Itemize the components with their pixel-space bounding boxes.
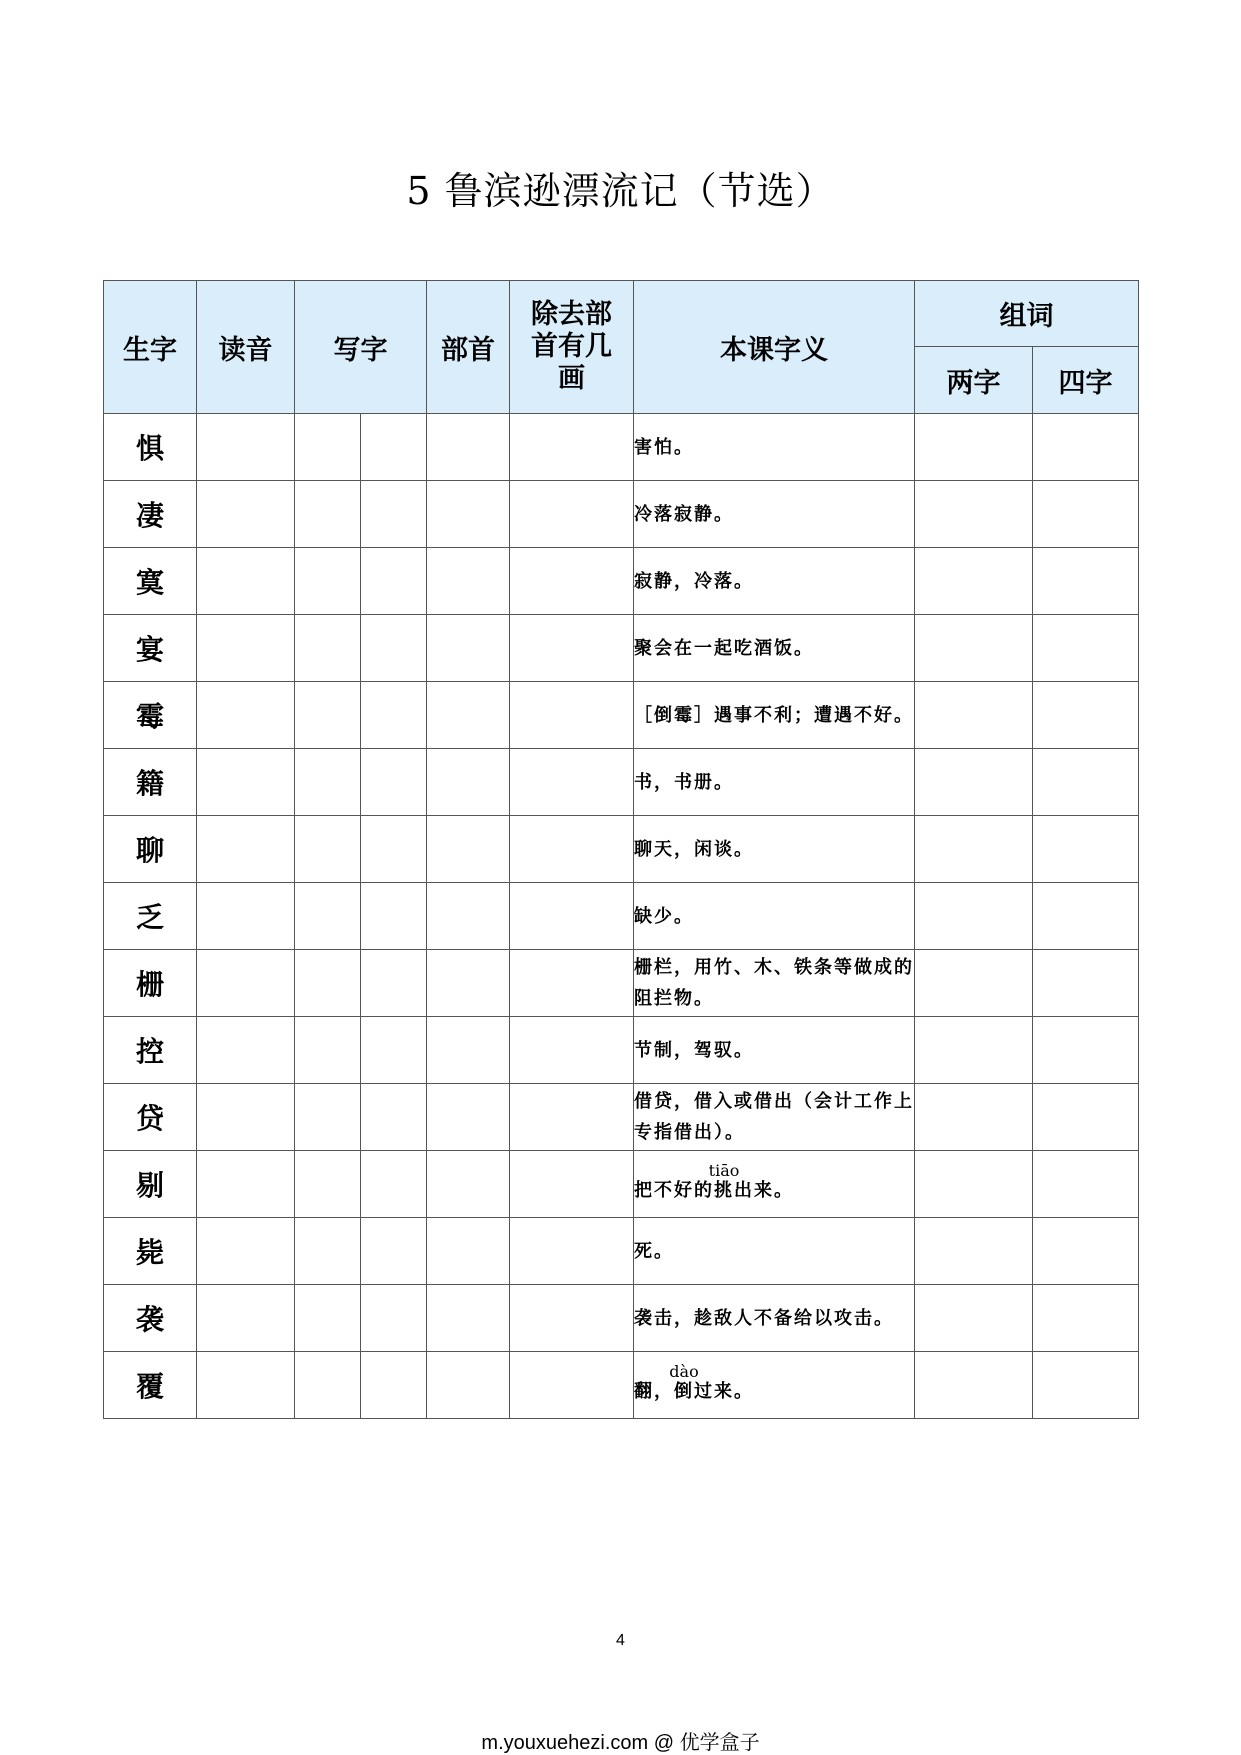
char-cell: 凄 xyxy=(104,481,197,548)
two-char-word-cell[interactable] xyxy=(915,1352,1033,1419)
table-row xyxy=(104,615,1139,682)
char-cell: 籍 xyxy=(104,749,197,816)
two-char-word-cell[interactable] xyxy=(915,883,1033,950)
writing-cell-1[interactable] xyxy=(295,548,361,615)
four-char-word-cell[interactable] xyxy=(1033,816,1139,883)
strokes-cell[interactable] xyxy=(510,481,634,548)
pinyin-text: tiāo xyxy=(708,1160,740,1180)
writing-cell-1[interactable] xyxy=(295,1017,361,1084)
strokes-cell[interactable] xyxy=(510,1017,634,1084)
meaning-text: 把不好的 xyxy=(634,1179,714,1201)
writing-cell-2[interactable] xyxy=(361,615,427,682)
meaning-cell: 聊天，闲谈。 xyxy=(634,816,915,883)
two-char-word-cell[interactable] xyxy=(915,1151,1033,1218)
strokes-cell[interactable] xyxy=(510,883,634,950)
writing-cell-1[interactable] xyxy=(295,682,361,749)
page-title: 5 鲁滨逊漂流记（节选） xyxy=(406,169,835,213)
reading-cell[interactable] xyxy=(197,414,295,481)
writing-cell-1[interactable] xyxy=(295,481,361,548)
writing-cell-2[interactable] xyxy=(361,816,427,883)
meaning-cell: 寂静，冷落。 xyxy=(634,548,915,615)
strokes-cell[interactable] xyxy=(510,548,634,615)
reading-cell[interactable] xyxy=(197,1151,295,1218)
writing-cell-1[interactable] xyxy=(295,615,361,682)
reading-cell[interactable] xyxy=(197,1017,295,1084)
four-char-word-cell[interactable] xyxy=(1033,1218,1139,1285)
strokes-cell[interactable] xyxy=(510,1218,634,1285)
annotated-char: 倒 xyxy=(669,1380,699,1402)
two-char-word-cell[interactable] xyxy=(915,1017,1033,1084)
table-row xyxy=(104,1084,1139,1151)
two-char-word-cell[interactable] xyxy=(915,548,1033,615)
meaning-cell: 冷落寂静。 xyxy=(634,481,915,548)
meaning-cell: ［倒霉］遇事不利；遭遇不好。 xyxy=(634,682,915,749)
table-row xyxy=(104,950,1139,1017)
four-char-word-cell[interactable] xyxy=(1033,1084,1139,1151)
reading-cell[interactable] xyxy=(197,548,295,615)
strokes-cell[interactable] xyxy=(510,1285,634,1352)
header-strokes-label: 除去部首有几画 xyxy=(531,299,612,394)
header-reading: 读音 xyxy=(197,281,295,414)
two-char-word-cell[interactable] xyxy=(915,1084,1033,1151)
writing-cell-2[interactable] xyxy=(361,1285,427,1352)
page-number: 4 xyxy=(616,1632,625,1649)
strokes-cell[interactable] xyxy=(510,1352,634,1419)
char-cell: 聊 xyxy=(104,816,197,883)
writing-cell-1[interactable] xyxy=(295,414,361,481)
radical-cell[interactable] xyxy=(427,682,510,749)
writing-cell-2[interactable] xyxy=(361,414,427,481)
reading-cell[interactable] xyxy=(197,682,295,749)
header-radical: 部首 xyxy=(427,281,510,414)
writing-cell-1[interactable] xyxy=(295,1218,361,1285)
meaning-cell xyxy=(634,1151,915,1218)
strokes-cell[interactable] xyxy=(510,615,634,682)
char-cell: 乏 xyxy=(104,883,197,950)
reading-cell[interactable] xyxy=(197,749,295,816)
writing-cell-2[interactable] xyxy=(361,1151,427,1218)
four-char-word-cell[interactable] xyxy=(1033,414,1139,481)
strokes-cell[interactable] xyxy=(510,749,634,816)
radical-cell[interactable] xyxy=(427,1218,510,1285)
two-char-word-cell[interactable] xyxy=(915,816,1033,883)
four-char-word-cell[interactable] xyxy=(1033,548,1139,615)
meaning-cell: 栅栏，用竹、木、铁条等做成的阻拦物。 xyxy=(634,950,915,1017)
table-row xyxy=(104,1352,1139,1419)
reading-cell[interactable] xyxy=(197,615,295,682)
char-cell: 宴 xyxy=(104,615,197,682)
char-cell: 惧 xyxy=(104,414,197,481)
table-row xyxy=(104,481,1139,548)
meaning-cell xyxy=(634,1352,915,1419)
writing-cell-1[interactable] xyxy=(295,1084,361,1151)
two-char-word-cell[interactable] xyxy=(915,1285,1033,1352)
table-row xyxy=(104,1218,1139,1285)
writing-cell-2[interactable] xyxy=(361,1084,427,1151)
writing-cell-2[interactable] xyxy=(361,1218,427,1285)
writing-cell-1[interactable] xyxy=(295,950,361,1017)
two-char-word-cell[interactable] xyxy=(915,414,1033,481)
radical-cell[interactable] xyxy=(427,1017,510,1084)
char-cell: 剔 xyxy=(104,1151,197,1218)
radical-cell[interactable] xyxy=(427,615,510,682)
char-cell: 毙 xyxy=(104,1218,197,1285)
char-cell: 袭 xyxy=(104,1285,197,1352)
table-body xyxy=(104,414,1139,1419)
four-char-word-cell[interactable] xyxy=(1033,1017,1139,1084)
four-char-word-cell[interactable] xyxy=(1033,883,1139,950)
reading-cell[interactable] xyxy=(197,950,295,1017)
strokes-cell[interactable] xyxy=(510,950,634,1017)
meaning-cell: 缺少。 xyxy=(634,883,915,950)
meaning-text: 出来。 xyxy=(734,1179,794,1201)
header-four-char: 四字 xyxy=(1033,347,1139,414)
four-char-word-cell[interactable] xyxy=(1033,1151,1139,1218)
table-row xyxy=(104,749,1139,816)
char-cell: 控 xyxy=(104,1017,197,1084)
meaning-cell: 袭击，趁敌人不备给以攻击。 xyxy=(634,1285,915,1352)
reading-cell[interactable] xyxy=(197,883,295,950)
writing-cell-1[interactable] xyxy=(295,816,361,883)
radical-cell[interactable] xyxy=(427,1151,510,1218)
four-char-word-cell[interactable] xyxy=(1033,950,1139,1017)
meaning-cell: 害怕。 xyxy=(634,414,915,481)
meaning-cell: 聚会在一起吃酒饭。 xyxy=(634,615,915,682)
two-char-word-cell[interactable] xyxy=(915,682,1033,749)
writing-cell-2[interactable] xyxy=(361,1017,427,1084)
four-char-word-cell[interactable] xyxy=(1033,615,1139,682)
writing-cell-1[interactable] xyxy=(295,1151,361,1218)
radical-cell[interactable] xyxy=(427,883,510,950)
writing-cell-2[interactable] xyxy=(361,481,427,548)
writing-cell-2[interactable] xyxy=(361,749,427,816)
writing-cell-2[interactable] xyxy=(361,682,427,749)
char-cell: 覆 xyxy=(104,1352,197,1419)
strokes-cell[interactable] xyxy=(510,414,634,481)
radical-cell[interactable] xyxy=(427,749,510,816)
two-char-word-cell[interactable] xyxy=(915,749,1033,816)
two-char-word-cell[interactable] xyxy=(915,481,1033,548)
footer-watermark: m.youxuehezi.com @ 优学盒子 xyxy=(481,1732,760,1754)
radical-cell[interactable] xyxy=(427,414,510,481)
char-cell: 栅 xyxy=(104,950,197,1017)
header-writing: 写字 xyxy=(295,281,427,414)
two-char-word-cell[interactable] xyxy=(915,950,1033,1017)
strokes-cell[interactable] xyxy=(510,816,634,883)
strokes-cell[interactable] xyxy=(510,682,634,749)
annotated-char: 挑 xyxy=(708,1179,740,1201)
pinyin-annotation xyxy=(669,1361,699,1402)
header-meaning: 本课字义 xyxy=(634,281,915,414)
reading-cell[interactable] xyxy=(197,816,295,883)
reading-cell[interactable] xyxy=(197,1285,295,1352)
table-row xyxy=(104,414,1139,481)
writing-cell-1[interactable] xyxy=(295,749,361,816)
radical-cell[interactable] xyxy=(427,950,510,1017)
header-two-char: 两字 xyxy=(915,347,1033,414)
writing-cell-2[interactable] xyxy=(361,883,427,950)
table-row xyxy=(104,682,1139,749)
four-char-word-cell[interactable] xyxy=(1033,1285,1139,1352)
char-cell: 寞 xyxy=(104,548,197,615)
table-row xyxy=(104,1017,1139,1084)
writing-cell-2[interactable] xyxy=(361,1352,427,1419)
header-words: 组词 xyxy=(915,281,1139,347)
four-char-word-cell[interactable] xyxy=(1033,481,1139,548)
radical-cell[interactable] xyxy=(427,548,510,615)
header-char: 生字 xyxy=(104,281,197,414)
table-row xyxy=(104,1285,1139,1352)
pinyin-annotation xyxy=(708,1160,740,1201)
radical-cell[interactable] xyxy=(427,1285,510,1352)
radical-cell[interactable] xyxy=(427,1352,510,1419)
header-strokes xyxy=(510,281,634,414)
four-char-word-cell[interactable] xyxy=(1033,1352,1139,1419)
strokes-cell[interactable] xyxy=(510,1151,634,1218)
reading-cell[interactable] xyxy=(197,1218,295,1285)
writing-cell-2[interactable] xyxy=(361,950,427,1017)
four-char-word-cell[interactable] xyxy=(1033,682,1139,749)
reading-cell[interactable] xyxy=(197,481,295,548)
writing-cell-1[interactable] xyxy=(295,1285,361,1352)
vocabulary-table xyxy=(103,280,1139,1419)
meaning-text: 翻， xyxy=(634,1380,674,1402)
two-char-word-cell[interactable] xyxy=(915,1218,1033,1285)
strokes-cell[interactable] xyxy=(510,1084,634,1151)
table-row xyxy=(104,883,1139,950)
meaning-cell: 借贷，借入或借出（会计工作上专指借出）。 xyxy=(634,1084,915,1151)
meaning-cell: 节制，驾驭。 xyxy=(634,1017,915,1084)
table-row xyxy=(104,1151,1139,1218)
reading-cell[interactable] xyxy=(197,1084,295,1151)
radical-cell[interactable] xyxy=(427,1084,510,1151)
writing-cell-1[interactable] xyxy=(295,1352,361,1419)
table-row xyxy=(104,816,1139,883)
writing-cell-1[interactable] xyxy=(295,883,361,950)
four-char-word-cell[interactable] xyxy=(1033,749,1139,816)
meaning-text: 过来。 xyxy=(694,1380,754,1402)
radical-cell[interactable] xyxy=(427,481,510,548)
writing-cell-2[interactable] xyxy=(361,548,427,615)
radical-cell[interactable] xyxy=(427,816,510,883)
table-row xyxy=(104,548,1139,615)
meaning-cell: 死。 xyxy=(634,1218,915,1285)
two-char-word-cell[interactable] xyxy=(915,615,1033,682)
char-cell: 贷 xyxy=(104,1084,197,1151)
meaning-cell: 书，书册。 xyxy=(634,749,915,816)
char-cell: 霉 xyxy=(104,682,197,749)
reading-cell[interactable] xyxy=(197,1352,295,1419)
pinyin-text: dào xyxy=(669,1361,699,1381)
